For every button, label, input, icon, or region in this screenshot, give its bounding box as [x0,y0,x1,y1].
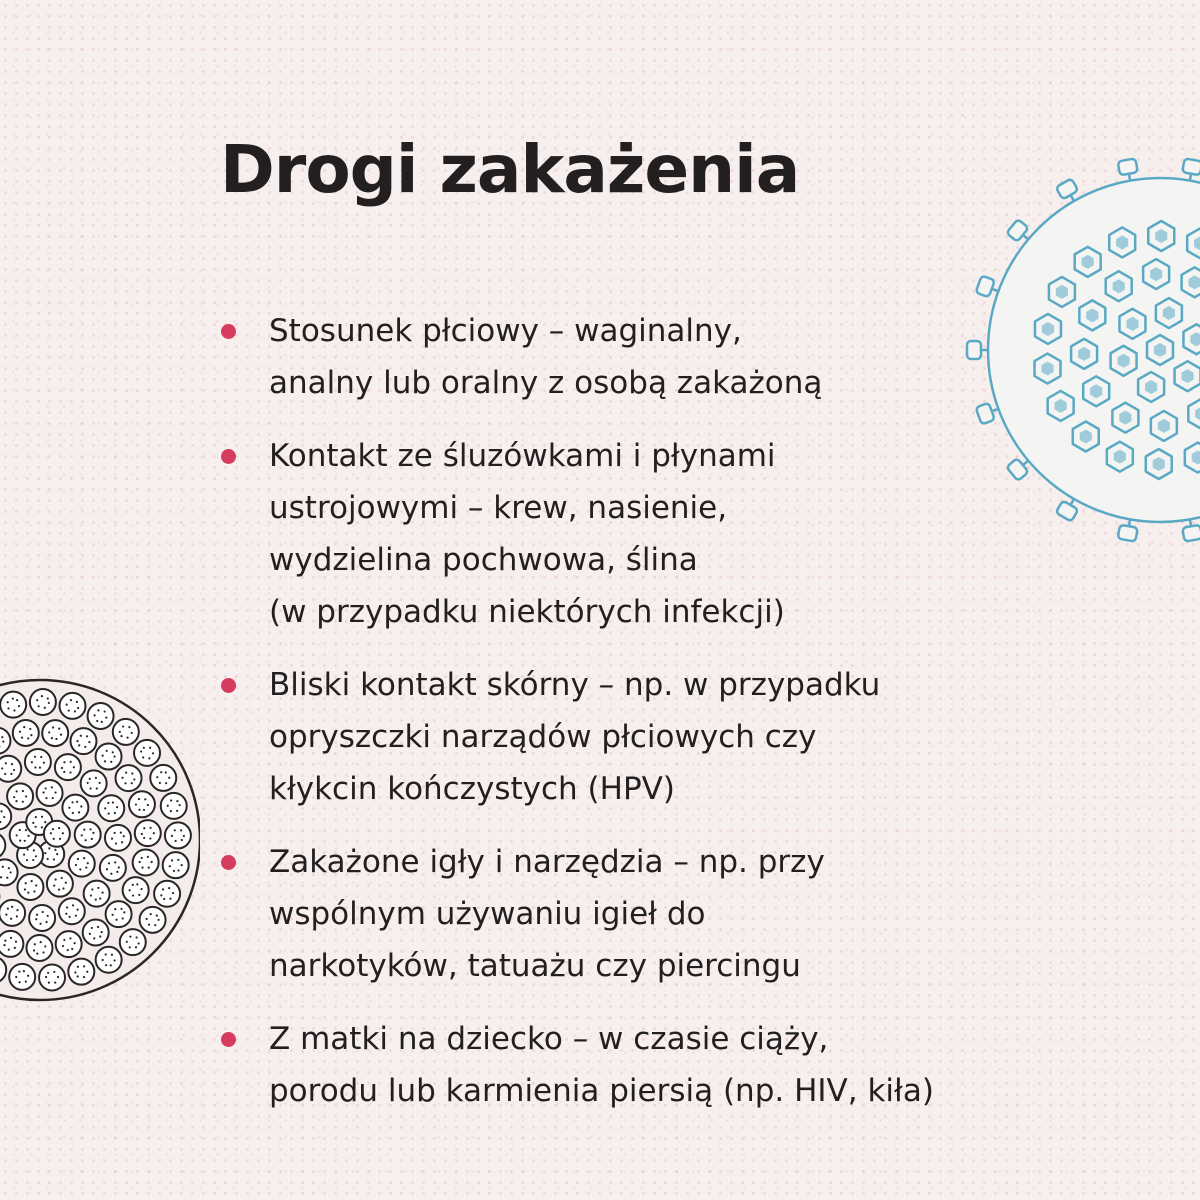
transmission-routes-list [218,305,1118,1138]
bullet-dot-icon [221,449,236,464]
route-text-line: Kontakt ze śluzówkami i płynami [269,438,776,474]
route-item [218,430,1118,638]
bullet-dot-icon [221,324,236,339]
route-text-line: Stosunek płciowy – waginalny, [269,313,742,349]
bullet-dot-icon [221,678,236,693]
route-text-line: ustrojowymi – krew, nasienie, [269,490,728,526]
page-title: Drogi zakażenia [220,131,800,208]
bullet-dot-icon [221,855,236,870]
route-text-line: (w przypadku niektórych infekcji) [269,594,785,630]
route-text-line: narkotyków, tatuażu czy piercingu [269,948,801,984]
bullet-dot-icon [221,1032,236,1047]
route-text-line: wydzielina pochwowa, ślina [269,542,698,578]
route-text-line: wspólnym używaniu igieł do [269,896,706,932]
route-item [218,305,1118,409]
route-text-line: Zakażone igły i narzędzia – np. przy [269,844,825,880]
route-text-line: opryszczki narządów płciowych czy [269,719,817,755]
route-item [218,836,1118,992]
route-text-line: kłykcin kończystych (HPV) [269,771,675,807]
route-text-line: Bliski kontakt skórny – np. w przypadku [269,667,881,703]
virus-dark-illustration [0,650,200,1030]
route-text-line: porodu lub karmienia piersią (np. HIV, kiła) [269,1073,934,1109]
route-text-line: Z matki na dziecko – w czasie ciąży, [269,1021,829,1057]
route-item [218,659,1118,815]
route-item [218,1013,1118,1117]
route-text-line: analny lub oralny z osobą zakażoną [269,365,823,401]
